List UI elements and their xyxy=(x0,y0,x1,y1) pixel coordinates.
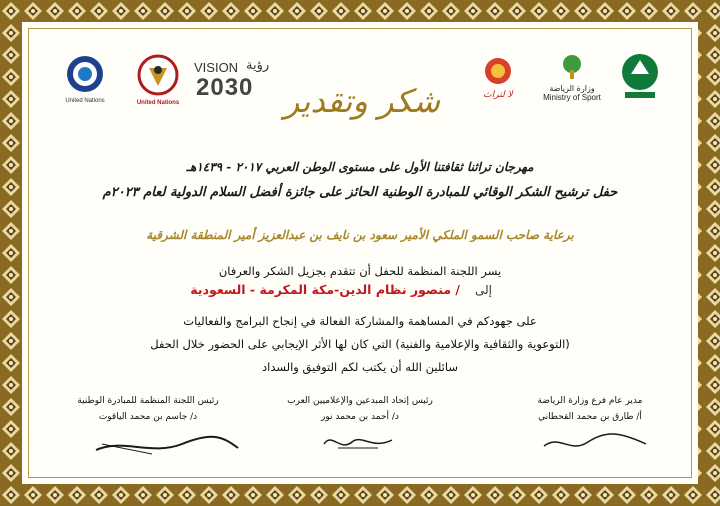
signature-name: د/ جاسم بن محمد الياقوت xyxy=(98,412,198,422)
signature-union xyxy=(270,396,450,422)
to-label: إلى xyxy=(475,283,492,297)
ministry-name-en: Ministry of Sport xyxy=(543,93,601,102)
signature-name: أ/ طارق بن محمد القحطاني xyxy=(538,412,642,422)
logo-consultative xyxy=(128,54,188,106)
calligraphy-festival-line: مهرجان تراثنا ثقافتنا الأول على مستوى الوطن العربي ٢٠١٧ - ١٤٣٩هـ xyxy=(186,160,534,174)
heritage-emblem-icon xyxy=(483,56,513,86)
consultative-status-icon xyxy=(137,54,179,96)
body-line-3: سائلين الله أن يكتب لكم التوفيق والسداد xyxy=(262,360,458,374)
vision-label-ar: رؤية xyxy=(246,58,270,73)
signature-title: رئيس إتحاد المبدعين والإعلاميين العرب xyxy=(287,396,433,406)
logo-un-left xyxy=(56,54,114,104)
vision-year: 2030 xyxy=(196,74,254,101)
handwritten-signature-2 xyxy=(318,428,398,456)
vision-label: VISION xyxy=(194,60,239,75)
signature-committee xyxy=(58,396,238,422)
logo-saudi-emblem xyxy=(614,52,666,106)
logo-heritage xyxy=(468,56,528,100)
calligraphy-patronage-line: برعاية صاحب السمو الملكي الأمير سعود بن نايف بن عبدالعزيز أمير المنطقة الشرقية xyxy=(146,228,574,242)
body-line-2: (التوعوية والثقافية والإعلامية والفنية) التي كان لها الأثر الإيجابي على الحضور خلال الحفل xyxy=(150,337,570,351)
calligraphy-event-line: حفل ترشيح الشكر الوقائي للمبادرة الوطنية الحائز على جائزة أفضل السلام الدولية لعام ٢٠٢٣م xyxy=(102,185,618,200)
handwritten-signature-3 xyxy=(92,430,242,460)
body-line-1: على جهودكم في المساهمة والمشاركة الفعالة في إنجاح البرامج والفعاليات xyxy=(183,314,537,328)
logo-ministry-sport xyxy=(540,54,604,102)
consultative-caption: United Nations xyxy=(136,100,180,106)
signature-title: مدير عام فرع وزارة الرياضة xyxy=(537,396,643,406)
signature-ministry xyxy=(510,396,670,422)
signature-name: د/ أحمد بن محمد نور xyxy=(321,412,399,422)
handwritten-signature-1 xyxy=(540,428,650,456)
ministry-name-ar: وزارة الرياضة xyxy=(549,84,595,93)
certificate-title: شكر وتقدير xyxy=(283,82,441,120)
un-left-caption: United Nations xyxy=(65,98,105,104)
intro-text: يسر اللجنة المنظمة للحفل أن تتقدم بجزيل الشكر والعرفان xyxy=(218,264,502,278)
un-emblem-icon xyxy=(65,54,105,94)
saudi-emblem-icon xyxy=(619,52,661,102)
ministry-emblem-icon xyxy=(557,54,587,80)
heritage-caption: لا لتراث xyxy=(483,90,513,100)
recipient-name: / منصور نظام الدين-مكة المكرمة - السعودية xyxy=(190,282,460,297)
signature-title: رئيس اللجنة المنظمة للمبادرة الوطنية xyxy=(77,396,219,406)
